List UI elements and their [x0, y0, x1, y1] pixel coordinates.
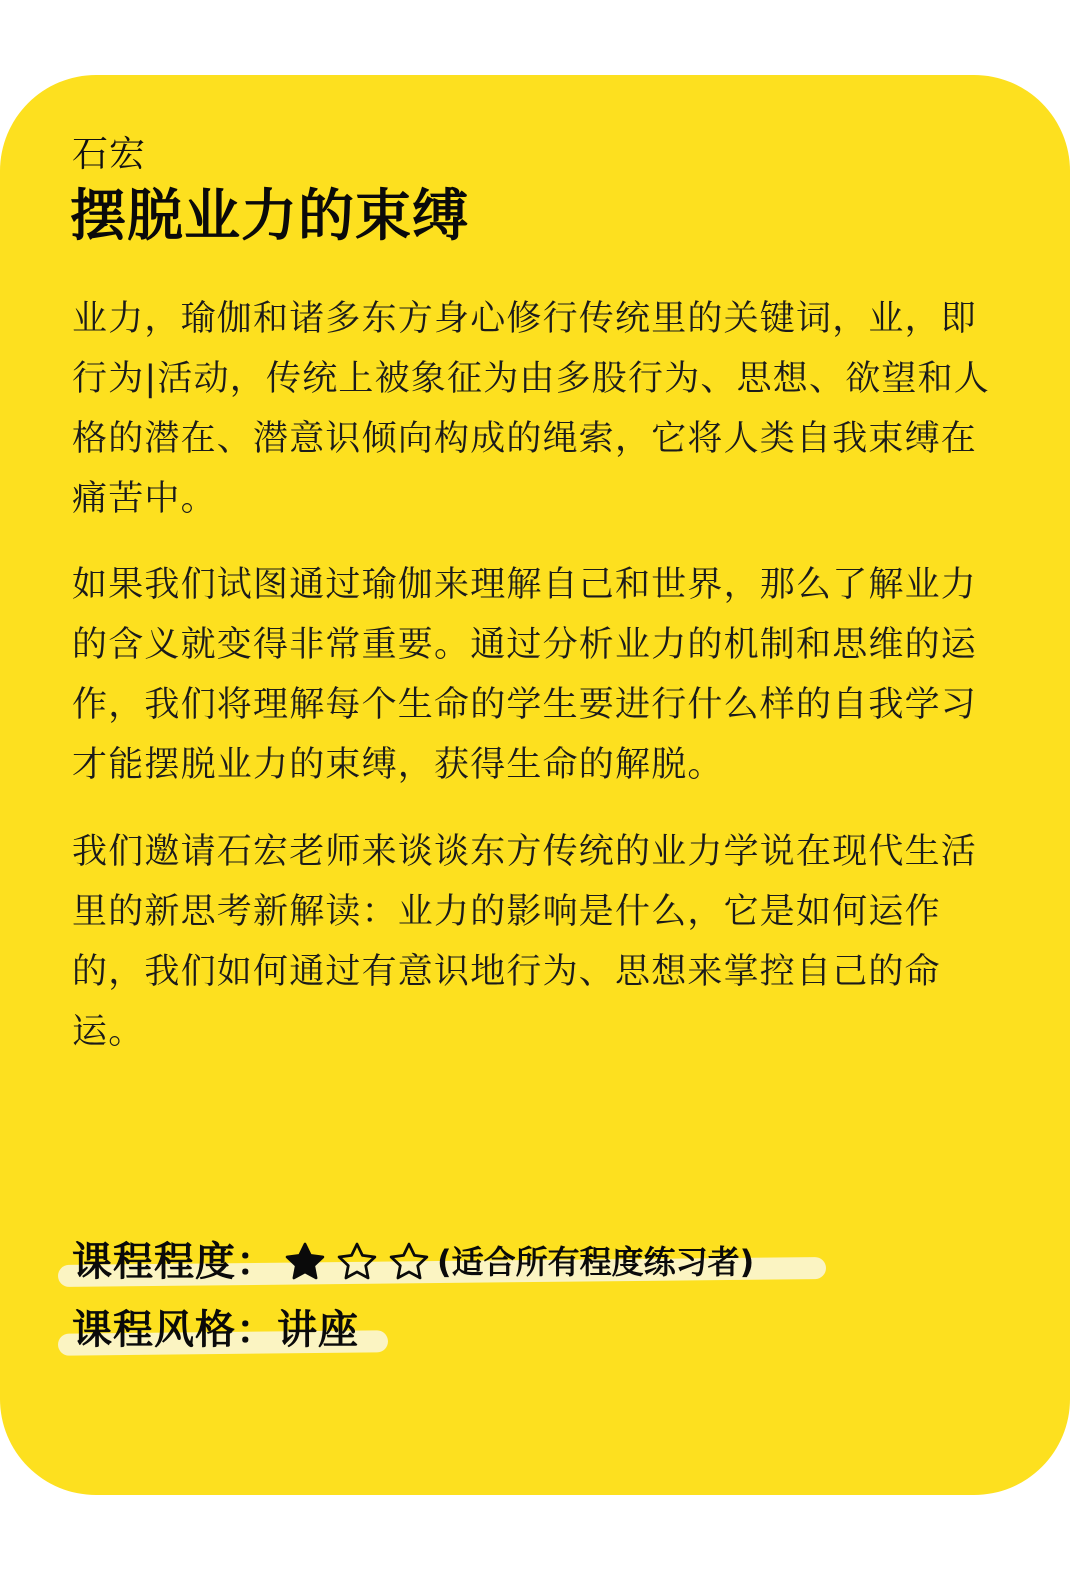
- course-style-row: [72, 1302, 359, 1358]
- course-level-note: (适合所有程度练习者): [437, 1243, 755, 1281]
- star-outline-icon: [387, 1240, 431, 1284]
- course-level-label: 课程程度：: [72, 1239, 277, 1285]
- course-style-value: 讲座: [277, 1307, 359, 1353]
- course-style-label: 课程风格：: [72, 1307, 277, 1353]
- level-rating: [283, 1240, 431, 1284]
- description-paragraph-3: 我们邀请石宏老师来谈谈东方传统的业力学说在现代生活里的新思考新解读：业力的影响是什么，它是如何运作的，我们如何通过有意识地行为、思想来掌控自己的命运。: [72, 832, 978, 1052]
- author-name: 石宏: [72, 134, 147, 175]
- course-level-row: [72, 1234, 754, 1290]
- description-paragraph-1: 业力，瑜伽和诸多东方身心修行传统里的关键词，业，即行为|活动，传统上被象征为由多股行为、思想、欲望和人格的潜在、潜意识倾向构成的绳索，它将人类自我束缚在痛苦中。: [72, 299, 990, 519]
- page-title: 摆脱业力的束缚: [70, 184, 469, 249]
- description-paragraph-2: 如果我们试图通过瑜伽来理解自己和世界，那么了解业力的含义就变得非常重要。通过分析业力的机制和思维的运作，我们将理解每个生命的学生要进行什么样的自我学习才能摆脱业力的束缚，获得生命的解脱。: [72, 565, 978, 785]
- star-filled-icon: [283, 1240, 327, 1284]
- star-outline-icon: [335, 1240, 379, 1284]
